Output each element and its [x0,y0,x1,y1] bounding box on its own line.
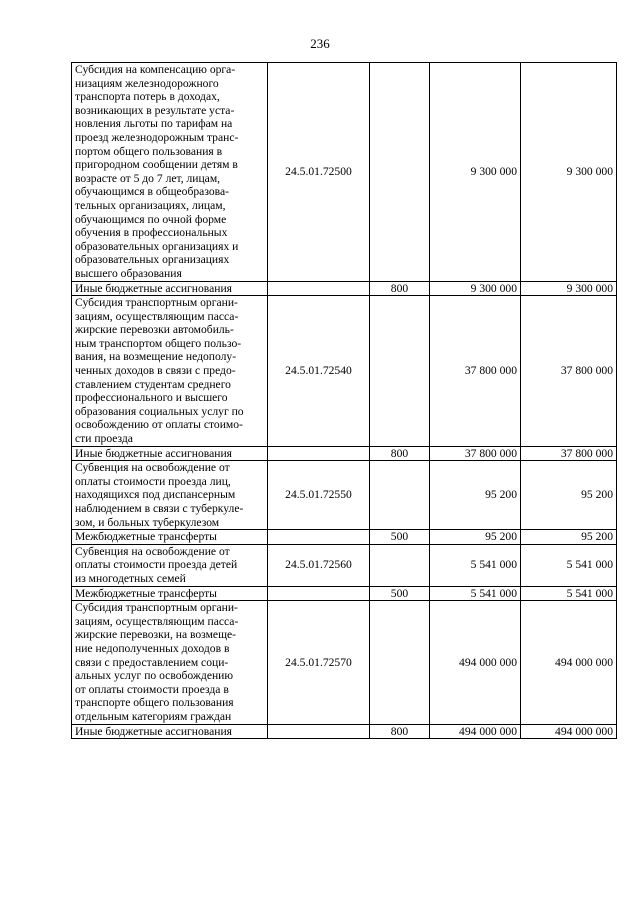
row-target-code: 24.5.01.72550 [268,461,370,530]
table-row [72,461,617,530]
budget-table-body [72,63,617,739]
row-amount-year-1: 9 300 000 [430,281,521,296]
row-expense-type: 500 [370,530,430,545]
row-amount-year-2: 37 800 000 [521,446,617,461]
table-row [72,281,617,296]
row-target-code: 24.5.01.72540 [268,296,370,447]
table-row [72,724,617,739]
row-description: Субсидия на компенсацию орга- низациям железнодорожного транспорта потерь в доходах, возникающих в результате уста- новления льготы по тарифам на проезд железнодорожным транс- портом общего пользования в пригородном сообщении детям в возрасте от 5 до 7 лет, лицам, обучающимся в общеобразова- тельных организациях, лицам, обучающимся по очной форме обучения в профессиональных образовательных организациях и образовательных организациях высшего образования [72,63,268,282]
row-target-code [268,446,370,461]
row-target-code: 24.5.01.72500 [268,63,370,282]
row-expense-type [370,544,430,586]
row-target-code [268,586,370,601]
table-row [72,586,617,601]
page-number: 236 [310,36,330,51]
row-description: Иные бюджетные ассигнования [72,281,268,296]
row-amount-year-1: 5 541 000 [430,544,521,586]
row-target-code: 24.5.01.72560 [268,544,370,586]
row-amount-year-2: 9 300 000 [521,281,617,296]
row-amount-year-2: 95 200 [521,530,617,545]
row-amount-year-2: 95 200 [521,461,617,530]
row-expense-type: 500 [370,586,430,601]
row-amount-year-1: 95 200 [430,461,521,530]
row-description: Иные бюджетные ассигнования [72,446,268,461]
budget-table [71,62,617,739]
table-row [72,544,617,586]
row-expense-type [370,296,430,447]
row-description: Субвенция на освобождение от оплаты стоимости проезда детей из многодетных семей [72,544,268,586]
row-expense-type [370,461,430,530]
row-description: Иные бюджетные ассигнования [72,724,268,739]
table-row [72,296,617,447]
row-description: Субвенция на освобождение от оплаты стоимости проезда лиц, находящихся под диспансерным наблюдением в связи с туберкуле- зом, и больных туберкулезом [72,461,268,530]
row-amount-year-1: 5 541 000 [430,586,521,601]
row-amount-year-1: 37 800 000 [430,296,521,447]
row-expense-type: 800 [370,446,430,461]
row-amount-year-1: 494 000 000 [430,601,521,724]
row-amount-year-1: 95 200 [430,530,521,545]
row-description: Субсидия транспортным органи- зациям, осуществляющим пасса- жирские перевозки автомобиль- ным транспортом общего пользо- вания, на возмещение недополу- ченных доходов в связи с предо- ставлением студентам среднего профессионального и высшего образования социальных услуг по освобождению от оплаты стоимо- сти проезда [72,296,268,447]
row-target-code [268,281,370,296]
row-amount-year-1: 37 800 000 [430,446,521,461]
table-row [72,601,617,724]
row-amount-year-2: 494 000 000 [521,601,617,724]
row-description: Субсидия транспортным органи- зациям, осуществляющим пасса- жирские перевозки, на возмеще- ние недополученных доходов в связи с предоставлением соци- альных услуг по освобождению от оплаты стоимости проезда в транспорте общего пользования отдельным категориям граждан [72,601,268,724]
table-row [72,530,617,545]
row-amount-year-2: 9 300 000 [521,63,617,282]
row-amount-year-2: 37 800 000 [521,296,617,447]
row-description: Межбюджетные трансферты [72,586,268,601]
row-expense-type: 800 [370,724,430,739]
row-target-code [268,724,370,739]
table-row [72,63,617,282]
table-row [72,446,617,461]
row-amount-year-2: 5 541 000 [521,544,617,586]
row-target-code: 24.5.01.72570 [268,601,370,724]
row-amount-year-1: 9 300 000 [430,63,521,282]
row-expense-type: 800 [370,281,430,296]
row-expense-type [370,601,430,724]
row-target-code [268,530,370,545]
row-amount-year-1: 494 000 000 [430,724,521,739]
row-amount-year-2: 494 000 000 [521,724,617,739]
row-expense-type [370,63,430,282]
row-amount-year-2: 5 541 000 [521,586,617,601]
row-description: Межбюджетные трансферты [72,530,268,545]
